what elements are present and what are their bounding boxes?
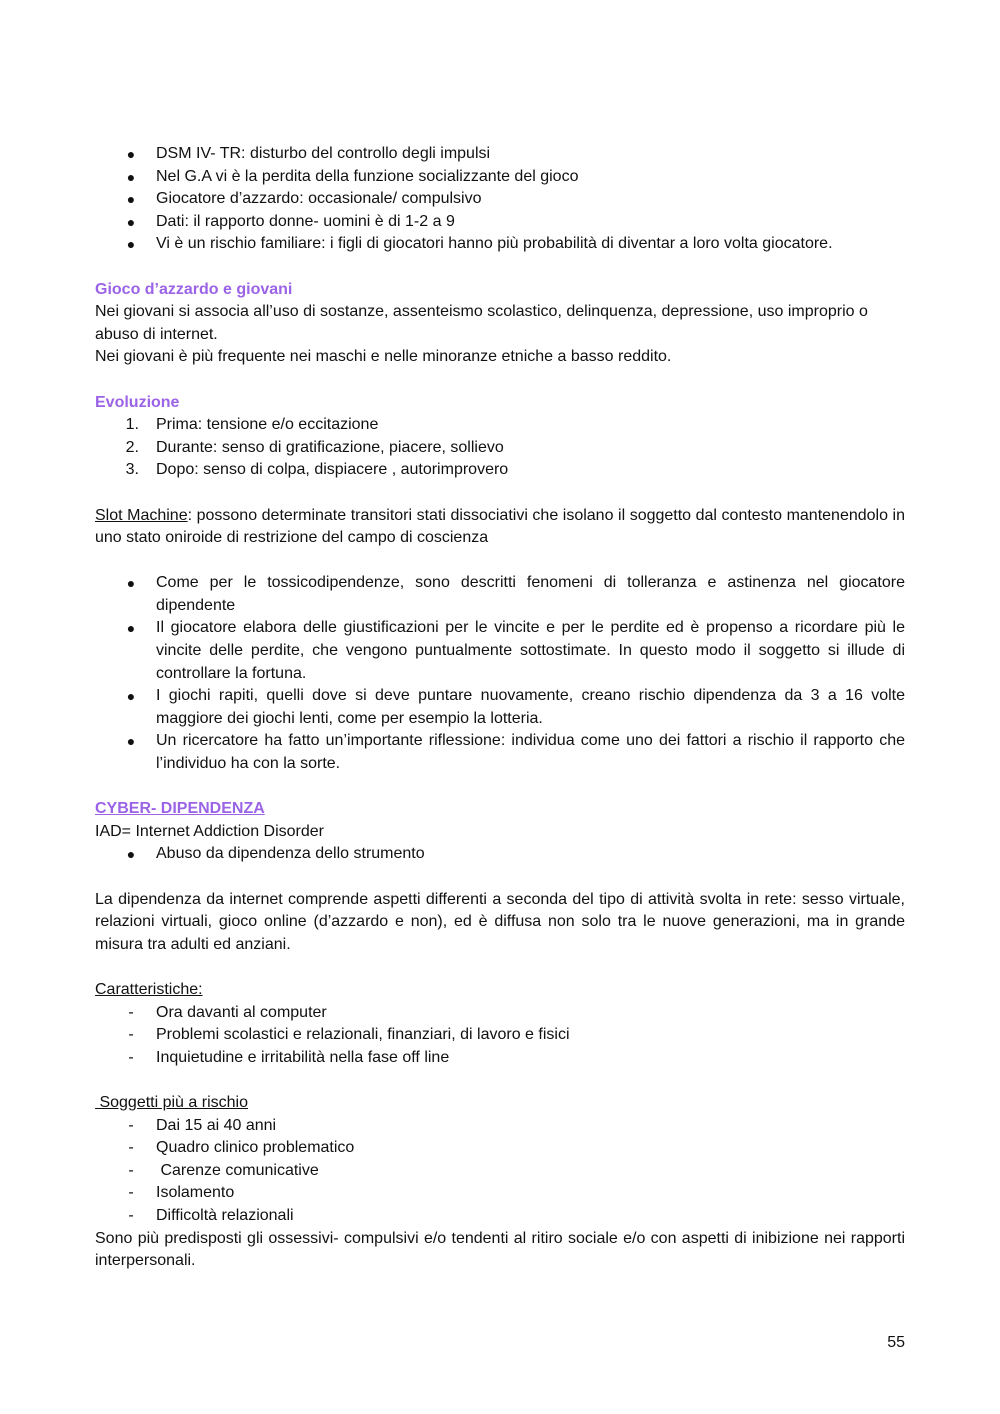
- slot-machine-paragraph: Slot Machine: possono determinate transitori stati dissociativi che isolano il soggetto dal contesto mantenendolo in uno stato oniroide di restrizione del campo di coscienza: [95, 506, 905, 547]
- iad-definition: IAD= Internet Addiction Disorder: [95, 822, 325, 840]
- section-heading-cyber: CYBER- DIPENDENZA: [95, 800, 265, 818]
- dash-marker: -: [128, 1026, 134, 1044]
- bullet-icon: ●: [126, 688, 136, 705]
- list-item: ● Vi è un rischio familiare: i figli di giocatori hanno più probabilità di diventar a loro volta giocatore.: [95, 233, 905, 256]
- list-number: 3.: [125, 461, 139, 479]
- list-item: ● Giocatore d’azzardo: occasionale/ compulsivo: [95, 188, 905, 211]
- list-item: 1. Prima: tensione e/o eccitazione: [95, 414, 905, 437]
- page-content: [95, 143, 905, 1273]
- list-item: - Carenze comunicative: [95, 1160, 905, 1183]
- list-item: ● Dati: il rapporto donne- uomini è di 1-2 a 9: [95, 211, 905, 234]
- list-item: ● Il giocatore elabora delle giustificazioni per le vincite e per le perdite ed è propenso a ricordare più le vincite delle perdite, che vengono puntualmente sottostimate. In questo modo il soggetto si illude di controllare la fortuna.: [95, 617, 905, 685]
- list-item: ● Come per le tossicodipendenze, sono descritti fenomeni di tolleranza e astinenza nel giocatore dipendente: [95, 572, 905, 617]
- bullet-icon: ●: [126, 733, 136, 750]
- list-item: - Difficoltà relazionali: [95, 1205, 905, 1228]
- slot-bullet-list: [95, 572, 905, 775]
- list-item: ● DSM IV- TR: disturbo del controllo degli impulsi: [95, 143, 905, 166]
- list-item: ● I giochi rapiti, quelli dove si deve puntare nuovamente, creano rischio dipendenza da 3 a 16 volte maggiore dei giochi lenti, come per esempio la lotteria.: [95, 685, 905, 730]
- bullet-icon: ●: [126, 146, 136, 162]
- list-item: 2. Durante: senso di gratificazione, piacere, sollievo: [95, 437, 905, 460]
- section-heading-evoluzione: Evoluzione: [95, 393, 180, 411]
- slot-machine-label: Slot Machine: [95, 506, 188, 524]
- list-item: 3. Dopo: senso di colpa, dispiacere , autorimprovero: [95, 459, 905, 482]
- caratteristiche-list: [95, 1002, 905, 1070]
- list-item: - Ora davanti al computer: [95, 1002, 905, 1025]
- list-item: - Dai 15 ai 40 anni: [95, 1115, 905, 1138]
- list-item: ● Abuso da dipendenza dello strumento: [95, 843, 905, 866]
- paragraph-giovani-1: Nei giovani si associa all’uso di sostanze, assenteismo scolastico, delinquenza, depressione, uso improprio o abuso di internet.: [95, 303, 868, 343]
- list-item: - Isolamento: [95, 1182, 905, 1205]
- list-item: - Inquietudine e irritabilità nella fase off line: [95, 1047, 905, 1070]
- list-item: ● Un ricercatore ha fatto un’importante riflessione: individua come uno dei fattori a rischio il rapporto che l’individuo ha con la sorte.: [95, 730, 905, 775]
- dash-marker: -: [128, 1048, 134, 1066]
- dash-marker: -: [128, 1139, 134, 1157]
- soggetti-list: [95, 1115, 905, 1228]
- bullet-icon: ●: [126, 620, 136, 637]
- bullet-icon: ●: [126, 236, 136, 253]
- evoluzione-numbered-list: [95, 414, 905, 482]
- soggetti-label: Soggetti più a rischio: [95, 1093, 248, 1111]
- list-item: ● Nel G.A vi è la perdita della funzione socializzante del gioco: [95, 166, 905, 189]
- bullet-icon: ●: [126, 191, 136, 208]
- bullet-icon: ●: [126, 168, 136, 185]
- paragraph-giovani-2: Nei giovani è più frequente nei maschi e nelle minoranze etniche a basso reddito.: [95, 348, 672, 366]
- list-item: - Problemi scolastici e relazionali, finanziari, di lavoro e fisici: [95, 1024, 905, 1047]
- list-number: 1.: [125, 416, 139, 434]
- bullet-icon: ●: [126, 575, 136, 592]
- bullet-icon: ●: [126, 213, 136, 230]
- dash-marker: -: [128, 1003, 134, 1021]
- page-number: 55: [887, 1334, 905, 1351]
- soggetti-closing-paragraph: Sono più predisposti gli ossessivi- compulsivi e/o tendenti al ritiro sociale e/o con aspetti di inibizione nei rapporti interpersonali.: [95, 1229, 905, 1270]
- soggetti-label-line: [95, 1092, 905, 1115]
- dash-marker: -: [128, 1184, 134, 1202]
- section-heading-giovani: Gioco d’azzardo e giovani: [95, 280, 293, 298]
- dash-marker: -: [128, 1116, 134, 1134]
- intro-bullet-list: [95, 143, 905, 256]
- cyber-paragraph: La dipendenza da internet comprende aspetti differenti a seconda del tipo di attività svolta in rete: sesso virtuale, relazioni virtuali, gioco online (d’azzardo e non), ed è diffusa non solo tra le nuove generazioni, ma in grande misura tra adulti ed anziani.: [95, 890, 905, 953]
- dash-marker: -: [128, 1206, 134, 1224]
- bullet-icon: ●: [126, 846, 136, 863]
- list-number: 2.: [125, 438, 139, 456]
- list-item: - Quadro clinico problematico: [95, 1137, 905, 1160]
- caratteristiche-label: Caratteristiche:: [95, 980, 203, 998]
- dash-marker: -: [128, 1161, 134, 1179]
